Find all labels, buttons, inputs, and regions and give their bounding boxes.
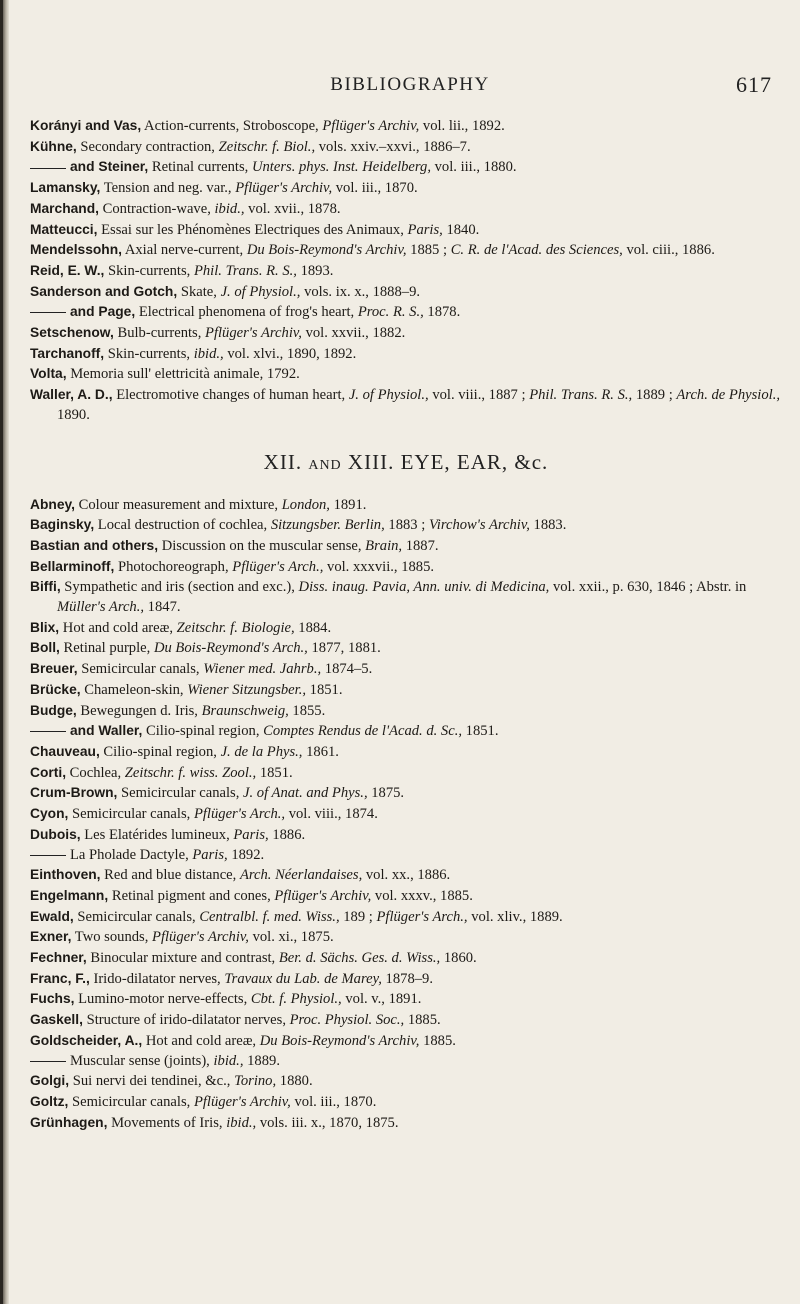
section-number-1: XII. xyxy=(263,449,303,474)
entry-text: 1851. xyxy=(462,723,499,740)
entry-text: Tension and neg. var., xyxy=(100,180,236,197)
bibliography-entry xyxy=(30,1031,782,1052)
entry-text: 1880. xyxy=(276,1073,313,1090)
bibliography-entries-eye-ear xyxy=(30,495,782,1134)
entry-journal: Cbt. f. Physiol., xyxy=(250,991,342,1008)
entry-text: 189 ; xyxy=(339,908,377,925)
entry-text: 1840. xyxy=(442,221,480,238)
entry-text: Semicircular canals, xyxy=(68,806,194,823)
entry-journal: Pflüger's Archiv, xyxy=(235,180,333,197)
entry-text: Cilio-spinal region, xyxy=(142,723,264,740)
bibliography-entry xyxy=(30,199,782,220)
ditto-dash xyxy=(30,312,66,313)
entry-journal: Travaux du Lab. de Marey, xyxy=(224,970,382,987)
bibliography-entry xyxy=(30,825,782,846)
entry-text: Skate, xyxy=(177,283,221,300)
entry-text: Binocular mixture and contrast, xyxy=(86,950,279,967)
bibliography-entry xyxy=(30,886,782,907)
entry-journal: Diss. inaug. Pavia, Ann. univ. di Medicina, xyxy=(298,579,550,596)
entry-journal: Pflüger's Archiv, xyxy=(193,1093,291,1110)
entry-text: 1885. xyxy=(404,1012,441,1029)
entry-text: Photochoreograph, xyxy=(114,558,233,575)
entry-journal: Centralbl. f. med. Wiss., xyxy=(199,908,340,925)
entry-text: 1887. xyxy=(402,537,439,554)
entry-text: Les Elatérides lumineux, xyxy=(80,826,234,843)
entry-text: vols. ix. x., 1888–9. xyxy=(300,283,421,300)
bibliography-entry xyxy=(30,137,782,158)
entry-journal: Ber. d. Sächs. Ges. d. Wiss., xyxy=(278,950,441,967)
entry-text: Essai sur les Phénomènes Electriques des Animaux, xyxy=(97,221,408,238)
entry-text: Semicircular canals, xyxy=(68,1093,194,1110)
entry-text: 1877, 1881. xyxy=(307,640,381,657)
entry-text: 1851. xyxy=(306,681,343,698)
entry-author: and Steiner, xyxy=(70,159,149,175)
bibliography-entry xyxy=(30,763,782,784)
entry-journal: Pflüger's Arch., xyxy=(376,908,468,925)
entry-journal: Virchow's Archiv, xyxy=(428,517,530,534)
entry-text: 1885 ; xyxy=(406,242,451,259)
ditto-dash xyxy=(30,1061,66,1062)
ditto-dash xyxy=(30,731,66,732)
entry-journal: ibid., xyxy=(193,345,224,362)
ditto-dash xyxy=(30,855,66,856)
entry-journal: Brain, xyxy=(365,537,403,554)
bibliography-entry xyxy=(30,323,782,344)
entry-text: 1883. xyxy=(529,517,567,534)
entry-text: 1890. xyxy=(57,406,90,423)
bibliography-entry xyxy=(30,344,782,365)
bibliography-entry xyxy=(30,116,782,137)
entry-journal: Pflüger's Archiv, xyxy=(152,929,249,946)
entry-text: 1885. xyxy=(419,1032,456,1049)
section-conjunction: AND xyxy=(308,457,342,473)
bibliography-entry xyxy=(30,638,782,659)
entry-text: Sui nervi dei tendinei, &c., xyxy=(69,1073,235,1090)
entry-author: Golgi, xyxy=(30,1073,70,1089)
entry-author: Baginsky, xyxy=(30,517,95,533)
entry-journal: Torino, xyxy=(234,1073,277,1090)
bibliography-entry xyxy=(30,157,782,178)
entry-text: vol. xxxvii., 1885. xyxy=(323,558,435,575)
entry-text: vol. viii., 1874. xyxy=(285,806,378,823)
entry-author: Tarchanoff, xyxy=(30,345,105,361)
entry-text: Two sounds, xyxy=(71,929,153,946)
bibliography-entry xyxy=(30,680,782,701)
bibliography-entry xyxy=(30,989,782,1010)
entry-text: Retinal purple, xyxy=(59,640,154,657)
entry-text: Discussion on the muscular sense, xyxy=(158,537,366,554)
entry-text: vol. v., 1891. xyxy=(341,991,422,1008)
entry-journal: J. de la Phys., xyxy=(220,743,303,760)
entry-author: Bastian and others, xyxy=(30,537,159,553)
entry-author: Fechner, xyxy=(30,950,87,966)
bibliography-entry xyxy=(30,364,782,385)
entry-text: Axial nerve-current, xyxy=(122,242,247,259)
entry-journal: Du Bois-Reymond's Arch., xyxy=(153,640,308,657)
bibliography-entry xyxy=(30,907,782,928)
entry-text: Contraction-wave, xyxy=(99,200,215,217)
entry-text: Muscular sense (joints), xyxy=(70,1052,214,1069)
entry-text: vol. iii., 1870. xyxy=(332,180,418,197)
entry-text: La Pholade Dactyle, xyxy=(70,846,193,863)
entry-text: Red and blue distance, xyxy=(100,867,240,884)
entry-journal: Phil. Trans. R. S., xyxy=(193,262,297,279)
entry-text: Semicircular canals, xyxy=(77,661,204,678)
entry-author: Matteucci, xyxy=(30,221,98,237)
bibliography-entry xyxy=(30,927,782,948)
entry-text: 1891. xyxy=(329,496,367,513)
entry-text: vol. xxxv., 1885. xyxy=(371,887,473,904)
section-heading xyxy=(30,450,782,475)
bibliography-entry xyxy=(30,721,782,742)
bibliography-entry xyxy=(30,1052,782,1072)
entry-text: 1884. xyxy=(294,619,332,636)
entry-author: Volta, xyxy=(30,366,67,382)
entry-text: 1875. xyxy=(367,785,405,802)
entry-text: 1889. xyxy=(243,1052,280,1069)
entry-text: vol. xx., 1886. xyxy=(362,867,451,884)
entry-journal: ibid., xyxy=(214,200,245,217)
entry-text: Memoria sull' elettricità animale, 1792. xyxy=(66,366,300,383)
section-title: EYE, EAR, &c. xyxy=(400,449,549,474)
entry-author: Lamansky, xyxy=(30,180,101,196)
entry-text: vol. xxii., p. 630, 1846 ; Abstr. in xyxy=(549,579,747,596)
entry-text: vols. xxiv.–xxvi., 1886–7. xyxy=(315,138,471,155)
entry-journal: J. of Physiol., xyxy=(220,283,301,300)
entry-text: vol. viii., 1887 ; xyxy=(428,387,530,404)
entry-text: vol. xliv., 1889. xyxy=(467,908,563,925)
entry-author: Exner, xyxy=(30,929,72,945)
entry-author: Ewald, xyxy=(30,908,74,924)
entry-text: 1861. xyxy=(302,743,339,760)
bibliography-entry xyxy=(30,618,782,639)
entry-text: Colour measurement and mixture, xyxy=(74,496,282,513)
entry-text: Retinal pigment and cones, xyxy=(108,887,275,904)
entry-journal: Unters. phys. Inst. Heidelberg, xyxy=(251,159,431,176)
entry-author: and Page, xyxy=(70,304,136,320)
entry-text: Secondary contraction, xyxy=(76,138,219,155)
entry-text: 1855. xyxy=(288,702,326,719)
page-number: 617 xyxy=(736,72,772,97)
entry-author: Crum-Brown, xyxy=(30,785,118,801)
bibliography-entry xyxy=(30,282,782,303)
entry-journal: Paris, xyxy=(407,221,443,238)
entry-journal: Sitzungsber. Berlin, xyxy=(270,517,385,534)
entry-text: Hot and cold areæ, xyxy=(142,1032,260,1049)
entry-author: Cyon, xyxy=(30,806,69,822)
entry-text: Movements of Iris, xyxy=(107,1114,227,1131)
bibliography-entry xyxy=(30,969,782,990)
entry-text: 1874–5. xyxy=(321,661,373,678)
entry-author: Setschenow, xyxy=(30,325,114,341)
entry-journal: Arch. de Physiol., xyxy=(676,387,781,404)
entry-text: Hot and cold areæ, xyxy=(59,619,177,636)
bibliography-entry xyxy=(30,240,782,261)
entry-author: Brücke, xyxy=(30,681,81,697)
bibliography-entry xyxy=(30,804,782,825)
entry-author: Goltz, xyxy=(30,1093,69,1109)
entry-journal: Du Bois-Reymond's Archiv, xyxy=(259,1032,420,1049)
bibliography-list xyxy=(30,116,782,1133)
entry-journal: Pflüger's Arch., xyxy=(193,806,286,823)
entry-journal: Pflüger's Archiv, xyxy=(322,118,420,134)
entry-text: Structure of irido-dilatator nerves, xyxy=(82,1012,290,1029)
bibliography-entry xyxy=(30,1010,782,1031)
entry-text: vol. xvii., 1878. xyxy=(244,200,341,217)
entry-journal: Phil. Trans. R. S., xyxy=(529,387,633,404)
entry-text: Lumino-motor nerve-effects, xyxy=(74,991,251,1008)
entry-author: Einthoven, xyxy=(30,867,101,883)
entry-author: Biffi, xyxy=(30,579,61,595)
entry-text: Skin-currents, xyxy=(104,345,194,362)
book-binding-edge xyxy=(0,0,9,1304)
entry-text: 1889 ; xyxy=(632,387,677,404)
entry-text: 1892. xyxy=(227,846,265,863)
entry-author: Kühne, xyxy=(30,138,77,154)
entry-text: Cilio-spinal region, xyxy=(99,743,221,760)
entry-text: 1893. xyxy=(296,262,334,279)
entry-text: vol. iii., 1880. xyxy=(430,159,517,176)
entry-journal: Wiener med. Jahrb., xyxy=(203,661,322,678)
entry-journal: J. of Physiol., xyxy=(348,387,429,404)
entry-text: 1886. xyxy=(268,826,306,843)
entry-journal: Paris, xyxy=(192,846,228,863)
bibliography-entries-previous-section xyxy=(30,116,782,426)
entry-text: 1878. xyxy=(423,304,461,321)
entry-text: Semicircular canals, xyxy=(73,908,200,925)
entry-text: Irido-dilatator nerves, xyxy=(89,970,225,987)
entry-journal: Zeitschr. f. Biologie, xyxy=(176,619,295,636)
entry-author: Engelmann, xyxy=(30,887,109,903)
entry-journal: Zeitschr. f. Biol., xyxy=(218,138,316,155)
entry-text: Skin-currents, xyxy=(104,262,194,279)
bibliography-entry xyxy=(30,495,782,516)
entry-journal: Pflüger's Archiv, xyxy=(205,325,302,342)
entry-text: Electromotive changes of human heart, xyxy=(112,387,349,404)
entry-text: Bewegungen d. Iris, xyxy=(76,702,202,719)
entry-text: vol. lii., 1892. xyxy=(419,118,505,134)
bibliography-entry xyxy=(30,783,782,804)
bibliography-entry xyxy=(30,536,782,557)
entry-text: 1851. xyxy=(256,764,293,781)
bibliography-entry xyxy=(30,220,782,241)
entry-journal: J. of Anat. and Phys., xyxy=(243,785,368,802)
entry-journal: C. R. de l'Acad. des Sciences, xyxy=(450,242,623,259)
entry-text: vol. xxvii., 1882. xyxy=(301,325,406,342)
ditto-dash xyxy=(30,168,66,169)
entry-text: Cochlea, xyxy=(66,764,125,781)
bibliography-entry xyxy=(30,1113,782,1134)
entry-author: Boll, xyxy=(30,640,60,656)
bibliography-entry xyxy=(30,701,782,722)
entry-journal: London, xyxy=(281,496,330,513)
bibliography-entry xyxy=(30,515,782,536)
entry-text: Local destruction of cochlea, xyxy=(94,517,271,534)
entry-text: Electrical phenomena of frog's heart, xyxy=(135,304,358,321)
entry-author: Budge, xyxy=(30,702,77,718)
entry-journal: Pflüger's Arch., xyxy=(232,558,324,575)
bibliography-entry xyxy=(30,302,782,323)
entry-text: Semicircular canals, xyxy=(117,785,244,802)
entry-journal: Pflüger's Archiv, xyxy=(274,887,372,904)
entry-journal: Paris, xyxy=(233,826,269,843)
entry-text: vols. iii. x., 1870, 1875. xyxy=(256,1114,399,1131)
entry-journal: ibid., xyxy=(226,1114,257,1131)
bibliography-entry xyxy=(30,1071,782,1092)
entry-text: vol. xi., 1875. xyxy=(248,929,334,946)
bibliography-entry xyxy=(30,385,782,425)
entry-journal: Du Bois-Reymond's Archiv, xyxy=(246,242,407,259)
entry-text: Bulb-currents, xyxy=(113,325,206,342)
bibliography-entry xyxy=(30,577,782,617)
entry-author: Bellarminoff, xyxy=(30,558,115,574)
entry-author: Gaskell, xyxy=(30,1012,83,1028)
bibliography-entry xyxy=(30,178,782,199)
entry-author: Chauveau, xyxy=(30,743,100,759)
entry-author: Abney, xyxy=(30,496,75,512)
entry-journal: Wiener Sitzungsber., xyxy=(187,681,307,698)
entry-text: 1860. xyxy=(440,950,477,967)
entry-author: Franc, F., xyxy=(30,970,90,986)
entry-journal: Proc. Physiol. Soc., xyxy=(289,1012,405,1029)
entry-text: vol. iii., 1870. xyxy=(290,1093,377,1110)
entry-text: 1883 ; xyxy=(384,517,429,534)
entry-journal: Comptes Rendus de l'Acad. d. Sc., xyxy=(263,723,463,740)
entry-text: Sympathetic and iris (section and exc.), xyxy=(60,579,299,596)
entry-journal: Proc. R. S., xyxy=(357,304,424,321)
bibliography-entry xyxy=(30,948,782,969)
entry-text: Chameleon-skin, xyxy=(80,681,188,698)
entry-author: Blix, xyxy=(30,619,60,635)
entry-journal: Müller's Arch., xyxy=(57,599,145,616)
bibliography-entry xyxy=(30,261,782,282)
entry-text: 1878–9. xyxy=(381,970,433,987)
section-number-2: XIII. xyxy=(347,449,395,474)
bibliography-entry xyxy=(30,846,782,866)
entry-text: vol. xlvi., 1890, 1892. xyxy=(223,345,357,362)
entry-author: Korányi and Vas, xyxy=(30,118,142,133)
entry-author: Goldscheider, A., xyxy=(30,1032,143,1048)
entry-author: Marchand, xyxy=(30,200,99,216)
entry-text: Retinal currents, xyxy=(148,159,252,176)
entry-author: Sanderson and Gotch, xyxy=(30,283,178,299)
bibliography-entry xyxy=(30,742,782,763)
entry-author: Breuer, xyxy=(30,661,78,677)
entry-journal: Arch. Néerlandaises, xyxy=(239,867,363,884)
entry-author: and Waller, xyxy=(70,723,143,739)
entry-text: 1847. xyxy=(144,599,181,616)
entry-journal: ibid., xyxy=(213,1052,244,1069)
bibliography-entry xyxy=(30,865,782,886)
entry-journal: Zeitschr. f. wiss. Zool., xyxy=(124,764,257,781)
entry-author: Grünhagen, xyxy=(30,1114,108,1130)
running-title: BIBLIOGRAPHY xyxy=(330,74,490,95)
entry-author: Waller, A. D., xyxy=(30,387,113,403)
running-header xyxy=(30,74,790,102)
entry-author: Corti, xyxy=(30,764,67,780)
entry-author: Dubois, xyxy=(30,826,81,842)
entry-author: Mendelssohn, xyxy=(30,242,122,258)
entry-text: Action-currents, Stroboscope, xyxy=(141,118,323,134)
bibliography-entry xyxy=(30,659,782,680)
entry-journal: Braunschweig, xyxy=(201,702,289,719)
bibliography-entry xyxy=(30,557,782,578)
bibliography-entry xyxy=(30,1092,782,1113)
entry-author: Reid, E. W., xyxy=(30,262,105,278)
entry-text: vol. ciii., 1886. xyxy=(622,242,715,259)
entry-author: Fuchs, xyxy=(30,991,75,1007)
